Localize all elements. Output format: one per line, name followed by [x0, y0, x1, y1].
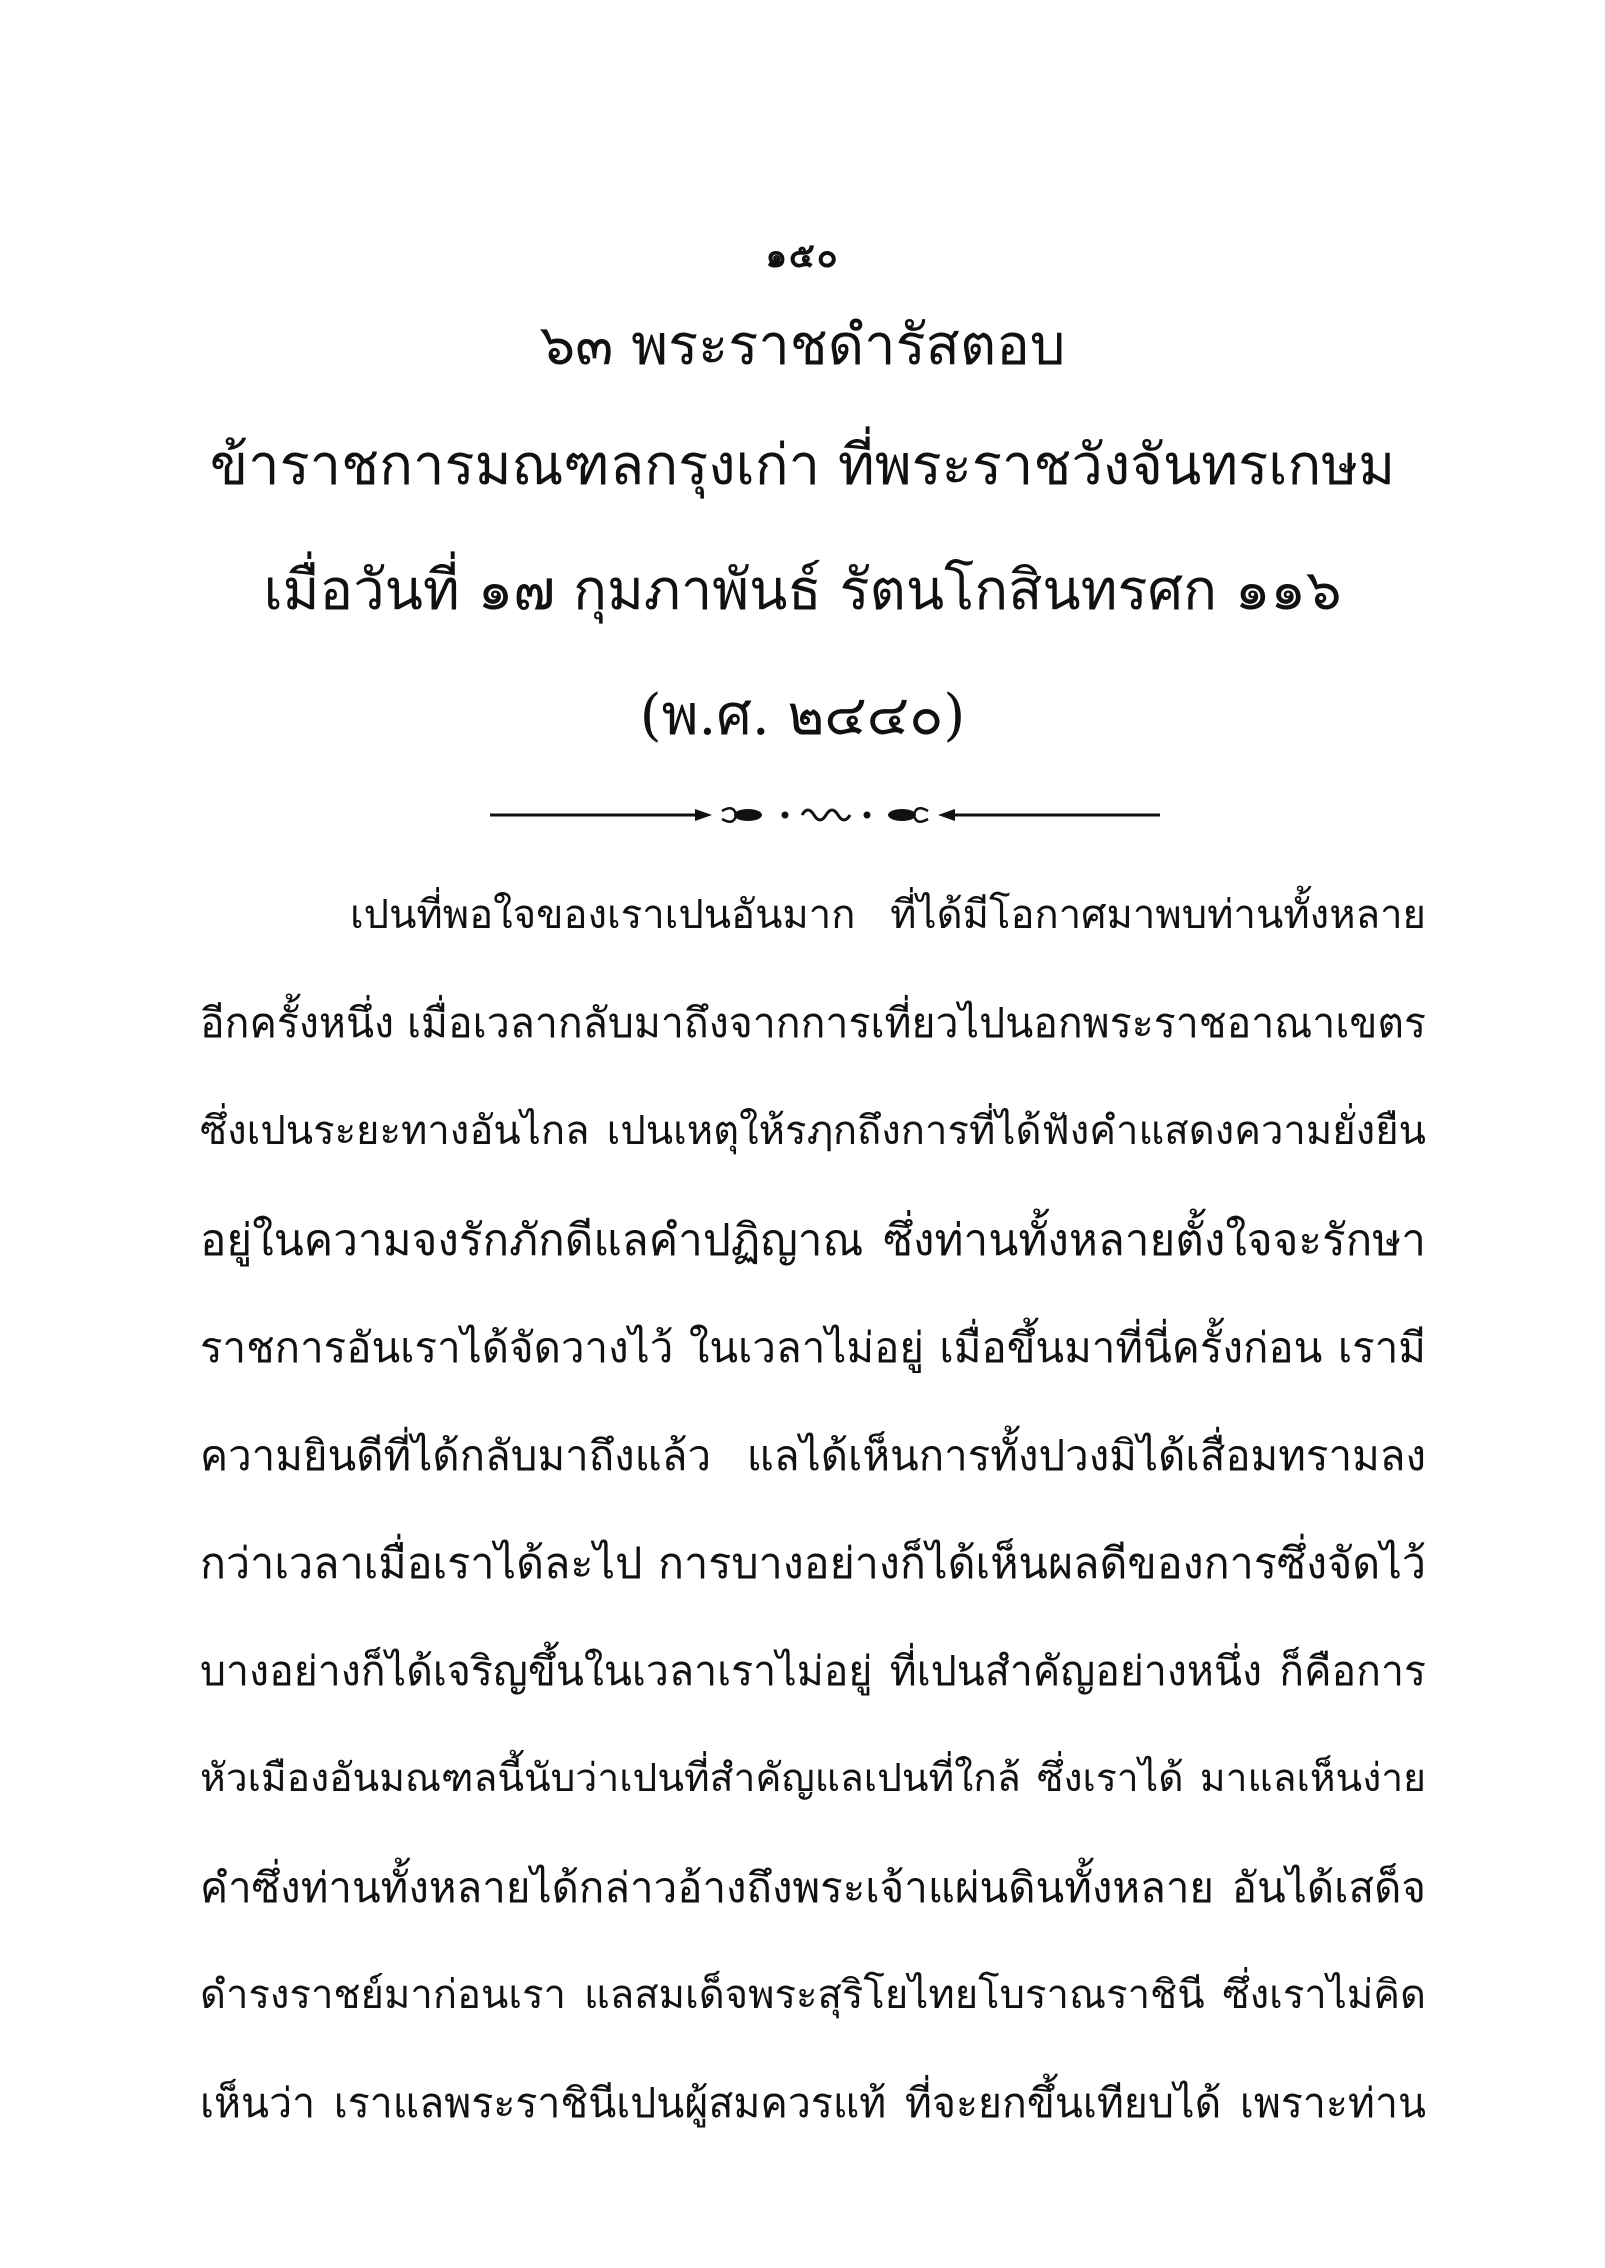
body-line: ราชการอันเราได้จัดวางไว้ ในเวลาไม่อยู่ เมื่อขึ้นมาที่นี่ครั้งก่อน เรามี	[200, 1323, 1426, 1372]
heading-line-title: ๖๓ พระราชดำรัสตอบ	[539, 313, 1066, 378]
body-line: อยู่ในความจงรักภักดีแลคำปฏิญาณ ซึ่งท่านทั้งหลายตั้งใจจะรักษา	[200, 1215, 1426, 1266]
body-line: หัวเมืองอันมณฑลนี้นับว่าเปนที่สำคัญแลเปนที่ใกล้ ซึ่งเราได้ มาแลเห็นง่าย	[200, 1756, 1426, 1801]
body-line: คำซึ่งท่านทั้งหลายได้กล่าวอ้างถึงพระเจ้าแผ่นดินทั้งหลาย อันได้เสด็จ	[200, 1863, 1426, 1912]
body-line: ดำรงราชย์มาก่อนเรา แลสมเด็จพระสุริโยไทยโบราณราชินี ซึ่งเราไม่คิด	[200, 1972, 1426, 2018]
body-line: เห็นว่า เราแลพระราชินีเปนผู้สมควรแท้ ที่จะยกขึ้นเทียบได้ เพราะท่าน	[200, 2079, 1426, 2127]
body-line: อีกครั้งหนึ่ง เมื่อเวลากลับมาถึงจากการเที่ยวไปนอกพระราชอาณาเขตร	[200, 999, 1427, 1047]
body-line: กว่าเวลาเมื่อเราได้ละไป การบางอย่างก็ได้เห็นผลดีของการซึ่งจัดไว้	[200, 1539, 1426, 1589]
heading-line-year: (พ.ศ. ๒๔๔๐)	[639, 683, 966, 748]
heading-line-audience: ข้าราชการมณฑลกรุงเก่า ที่พระราชวังจันทรเกษม	[209, 433, 1396, 498]
body-line: เปนที่พอใจของเราเปนอันมาก ที่ได้มีโอกาศมาพบท่านทั้งหลาย	[350, 892, 1426, 938]
body-line: บางอย่างก็ได้เจริญขึ้นในเวลาเราไม่อยู่ ที่เปนสำคัญอย่างหนึ่ง ก็คือการ	[200, 1647, 1426, 1695]
body-line: ซึ่งเปนระยะทางอันไกล เปนเหตุให้รฦกถึงการที่ได้ฟังคำแสดงความยั่งยืน	[200, 1108, 1426, 1154]
ornament-divider	[490, 800, 1160, 830]
body-line: ความยินดีที่ได้กลับมาถึงแล้ว แลได้เห็นการทั้งปวงมิได้เสื่อมทรามลง	[200, 1431, 1426, 1480]
page-number: ๑๕๐	[765, 236, 840, 276]
heading-line-date: เมื่อวันที่ ๑๗ กุมภาพันธ์ รัตนโกสินทรศก ๑๑๖	[263, 558, 1342, 623]
